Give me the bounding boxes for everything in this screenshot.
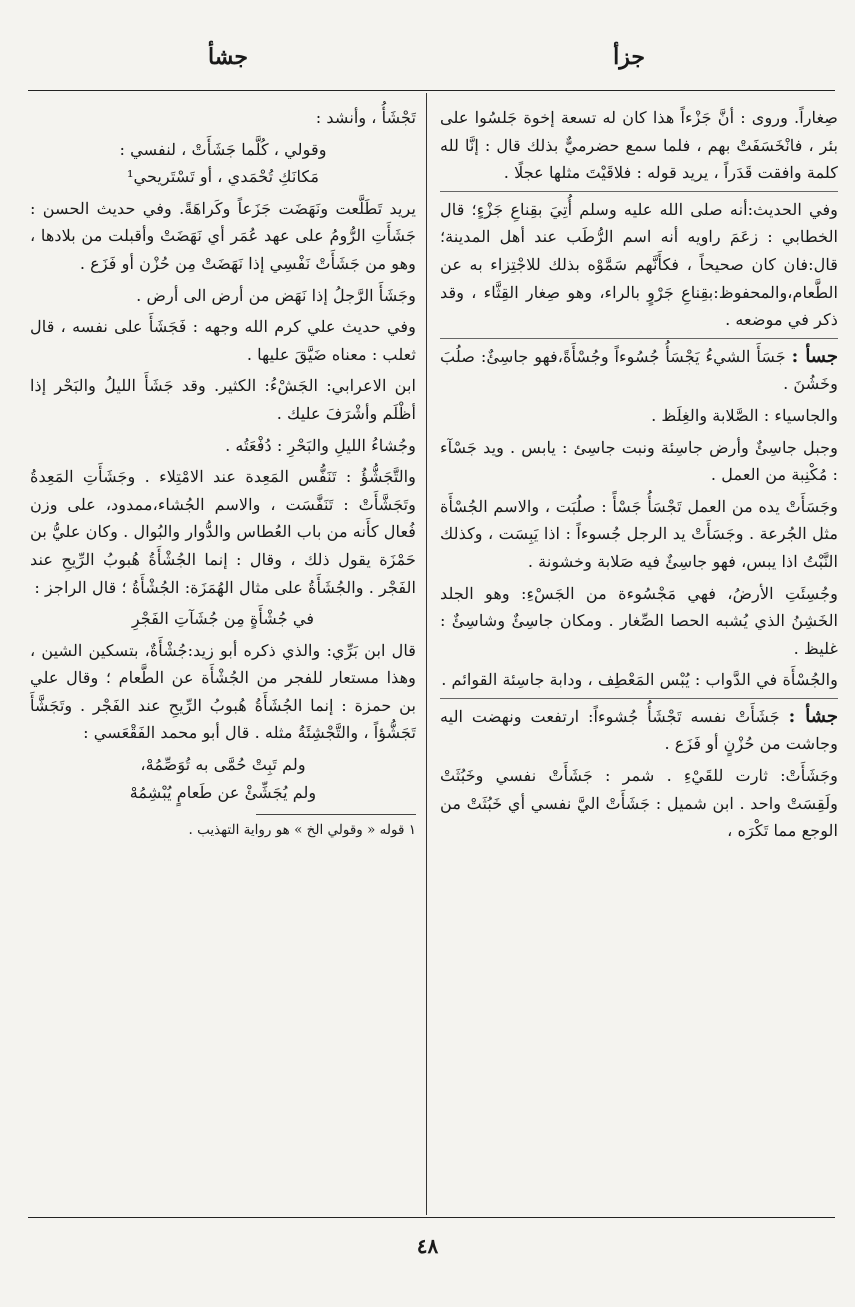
paragraph: والجاسياء : الصَّلابة والغِلَظ . [651, 405, 838, 425]
verse-line: وقولي ، كُلَّما جَشَأَتْ ، لنفسي : [119, 139, 327, 159]
footnote-rule [256, 814, 416, 815]
paragraph: وجُشاءُ الليلِ والبَحْرِ : دُفْعَتُه . [225, 435, 416, 455]
entry-jasa: جسأ : جَسَأَ الشيءُ يَجْسَأُ جُسُوءاً وجُسْأَةً،فهو جاسِئٌ: صلُبَ وخَشُنَ . [440, 338, 838, 398]
verse [30, 751, 416, 806]
headword: جشأ : [788, 705, 838, 727]
top-rule [28, 90, 835, 91]
paragraph: وجَسَأَتْ يده من العمل تَجْسَأُ جَسْأً : صلُبَت ، والاسم الجُسْأَة مثل الجُرعة . وجَسَأَتْ يد الرجل جُسوءاً : اذا يَبِسَت ، وكذلك النَّبْتُ اذا يبس، فهو جاسِئٌ فيه صَلابة وخشونة . [440, 496, 838, 571]
entry-jasha: جشأ : جَشَأَتْ نفسه تَجْشَأُ جُشوءاً: ارتفعت ونهضت اليه وجاشت من حُزْنٍ أو فَزَع . [440, 698, 838, 758]
paragraph: وجُسِئَتِ الأرضُ، فهي مَجْسُوءة من الجَسْءِ: وهو الجلد الخَشِنُ الذي يُشبه الحصا الصِّغار . ومكان جاسِئٌ وشاسِئٌ : غليظ . [440, 583, 838, 658]
paragraph: وجبل جاسِئٌ وأرض جاسِئة ونبت جاسِئ : يابس . ويد جَسْآء : مُكْنِبة من العمل . [440, 437, 838, 485]
column-divider [426, 93, 427, 1215]
verse-line: ولم يُجَشِّئْ عن طَعامٍ يُبْشِمُهْ [129, 782, 317, 802]
bottom-rule [28, 1217, 835, 1218]
paragraph: تَجْشَأُ ، وأنشد : [315, 108, 416, 127]
paragraph: وجَشَأَتْ: ثارت للقَيْءِ . شمر : جَشَأَتْ نفسي وخَبُثَتْ ولَقِسَتْ واحد . ابن شميل : جَشَأَتْ اليَّ نفسي أي خَبُثَتْ من الوجع مما تَكْرَه ، [440, 766, 838, 841]
paragraph: وفي حديث علي كرم الله وجهه : فَجَشَأَ على نفسه ، قال ثعلب : معناه ضَيَّقَ عليها . [30, 317, 416, 364]
header-right-word: جزأ [613, 44, 645, 70]
verse-line: ولم تَبِتْ حُمَّى به تُوَصِّمُهْ، [140, 755, 306, 775]
paragraph: ابن الاعرابي: الجَشْءُ: الكثير. وقد جَشَأَ الليلُ والبَحْر إذا أظْلَم وأشْرَفَ عليك . [30, 376, 416, 423]
paragraph: والجُسْأَة في الدَّواب : يُبْس المَعْطِف ، ودابة جاسِئة القوائم . [441, 670, 838, 690]
page-number: ٤٨ [416, 1234, 439, 1258]
paragraph: وجَشَأَ الرَّجلُ إذا نَهَض من أرض الى أرض . [136, 285, 416, 305]
left-column [30, 104, 416, 841]
header-left-word: جشأ [208, 44, 248, 70]
headword: جسأ : [791, 345, 838, 367]
verse: في جُشْأَةٍ مِن جُشَآتِ الفَجْرِ [131, 609, 315, 629]
paragraph: صِغاراً. وروى : أنَّ جَزْءاً هذا كان له تسعة إخوة جَلسُوا على بئر ، فانْخَسَفَتْ بهم ، فلما سمع حضرميٌّ بذلك قال : إنَّا لله كلمة وافقت قَدَراً ، يريد قوله : فلاقَيْتَ مثلها عجلًا . [440, 108, 838, 183]
paragraph: يريد تَطَلَّعت ونَهَضَت جَزَعاً وكَراهَةً. وفي حديث الحسن : جَشَأَتِ الرُّومُ على عهد عُمَر أي نَهَضَتْ وأقبلت من بلادها ، وهو من جَشَأَتْ نَفْسِي إذا نَهَضَتْ مِن حُزْن أو فَزَع . [30, 198, 416, 273]
paragraph: وفي الحديث:أنه صلى الله عليه وسلم أُتِيَ بقِناعِ جَزْءٍ؛ قال الخطابي : زعَمَ راويه أنه اسم الرُّطَب عند أهل المدينة؛ قال:فان كان صحيحاً ، فكأَنَّهم سَمَّوْه بذلك للاجْتِزاء به عن الطَّعام،والمحفوظ:بقِناعِ جَرْوٍ بالراء، وهو صِغار القِثَّاء ، وقد ذكر في موضعه . [440, 191, 838, 334]
verse [30, 136, 416, 191]
footnote: ١ قوله « وقولي الخ » هو رواية التهذيب . [188, 822, 416, 839]
right-column [440, 104, 838, 849]
paragraph: قال ابن بَرِّي: والذي ذكره أبو زيد:جُشْأَةٌ، بتسكين الشين ، وهذا مستعار للفجر من الجُشْأَة عن الطَّعام ؛ وقال علي بن حمزة : إنما الجُشَأَةُ هُبوبُ الرِّيحِ عند الفَجْر . وتَجَشَّأَ تَجَشُّؤاً ، والتَّجْشِئَةُ مثله . قال أبو محمد الفَقْعَسي : [30, 640, 416, 743]
verse-line: مَكانَكِ تُحْمَدي ، أو تَسْتَريحي¹ [126, 167, 319, 187]
paragraph: والتَّجَشُّؤُ : تَنَفُّس المَعِدة عند الامْتِلاء . وجَشَأَتِ المَعِدةُ وتَجَشَّأَتْ : تَنَفَّسَت ، والاسم الجُشاء،ممدود، على وزن فُعال كأَنه من باب العُطاس والدُّوار والبُوال . وكان عليُّ بن حَمْزَة يقول ذلك ، وقال : إنما الجُشْأَةُ هُبوبُ الرِّيحِ عند الفَجْر . والجُشَأَةُ على مثال الهُمَزَة: الجُشْأَةُ ؛ قال الراجز : [30, 467, 416, 597]
